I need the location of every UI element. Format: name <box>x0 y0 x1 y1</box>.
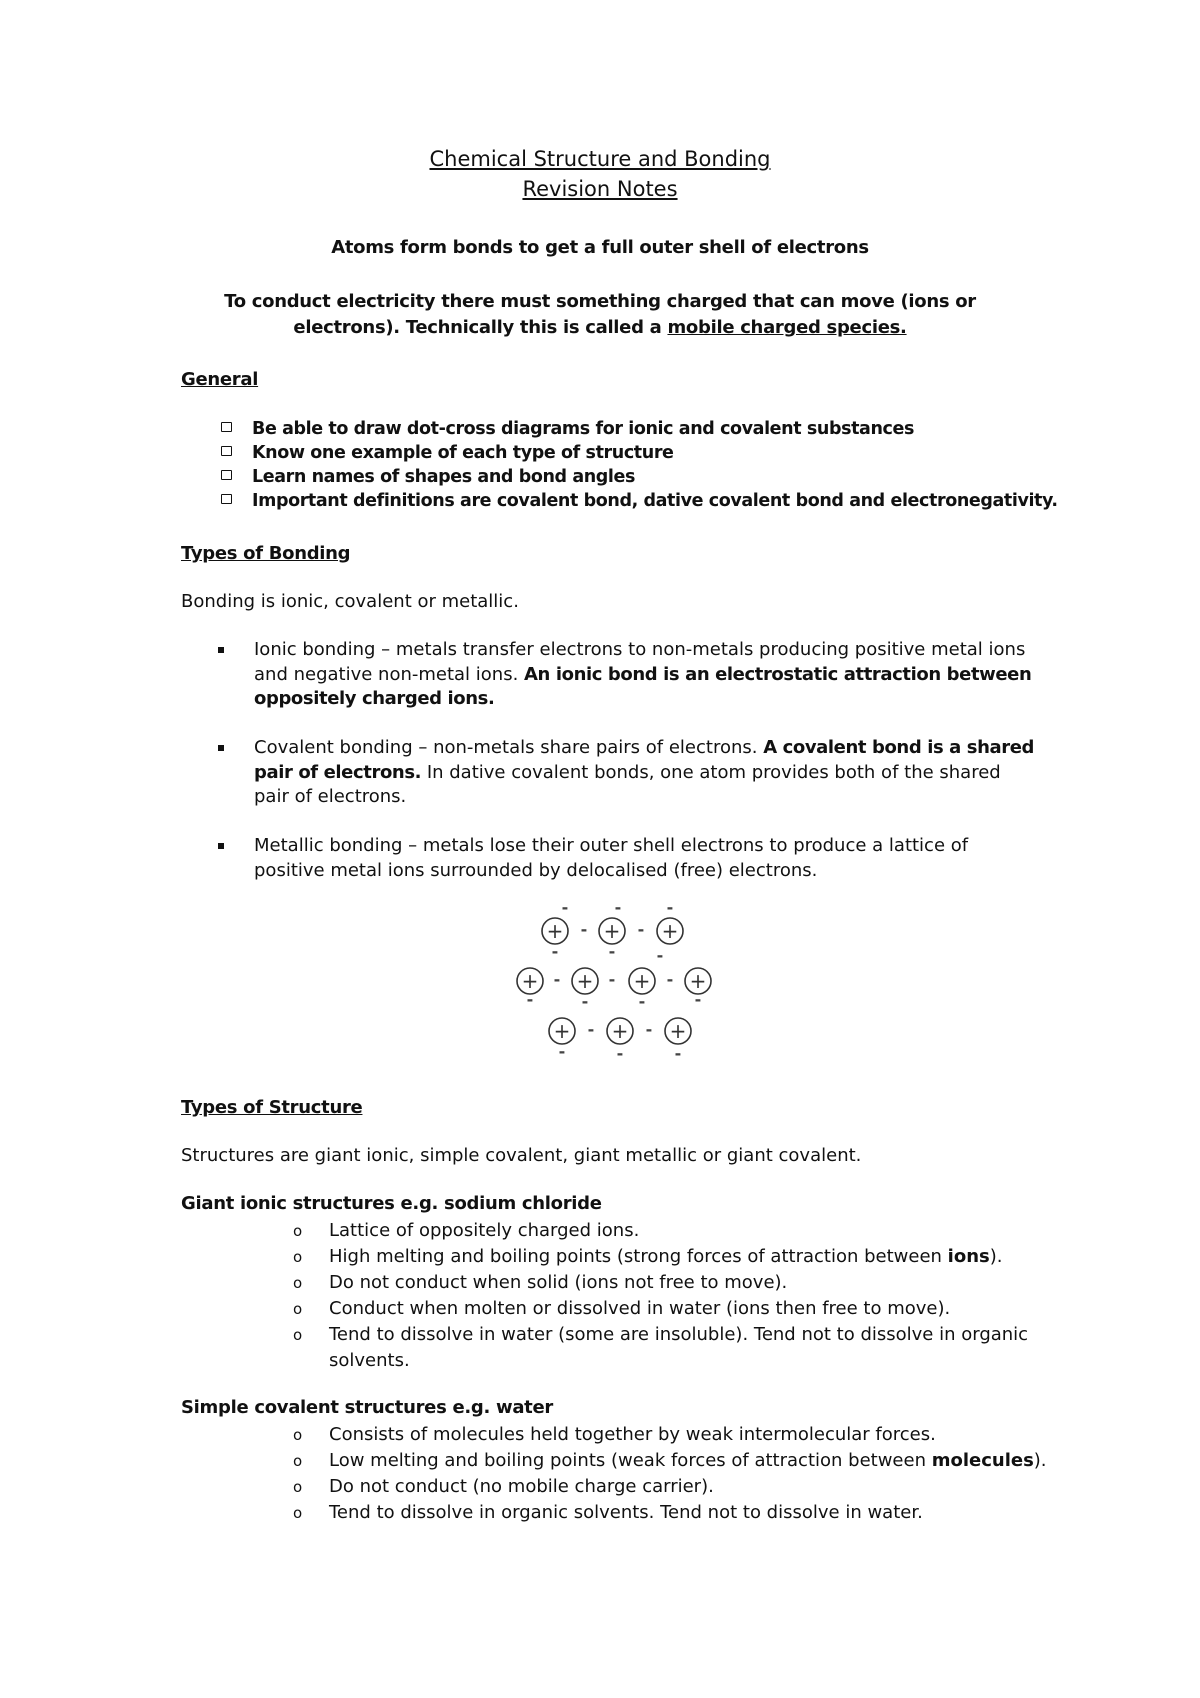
simple-covalent-heading: Simple covalent structures e.g. water <box>181 1397 553 1418</box>
document-title: Chemical Structure and Bonding <box>429 147 771 171</box>
list-item: o Do not conduct when solid (ions not free to move). <box>289 1270 1049 1296</box>
giant-ionic-heading: Giant ionic structures e.g. sodium chloride <box>181 1193 602 1214</box>
list-item: o High melting and boiling points (strong forces of attraction between ions). <box>289 1244 1049 1270</box>
list-item: o Consists of molecules held together by weak intermolecular forces. <box>289 1422 1049 1448</box>
bullet-o-icon: o <box>293 1452 303 1470</box>
positive-ion <box>542 918 568 944</box>
electron: - <box>587 1020 595 1039</box>
bullet-o-icon: o <box>293 1222 303 1240</box>
electron: - <box>558 1042 566 1061</box>
simple-covalent-list <box>289 1422 1049 1526</box>
svg-text:+: + <box>546 919 564 943</box>
electron: - <box>694 990 702 1009</box>
svg-text:+: + <box>521 969 539 993</box>
general-item: Be able to draw dot-cross diagrams for ionic and covalent substances <box>221 419 914 439</box>
list-item: o Lattice of oppositely charged ions. <box>289 1218 1049 1244</box>
general-item: Important definitions are covalent bond, dative covalent bond and electronegativity. <box>221 491 1058 511</box>
list-item: o Do not conduct (no mobile charge carrier). <box>289 1474 1049 1500</box>
electron: - <box>553 970 561 989</box>
document-subtitle: Revision Notes <box>522 177 678 201</box>
general-heading: General <box>181 369 259 390</box>
electron: - <box>666 970 674 989</box>
svg-text:+: + <box>553 1019 571 1043</box>
bullet-o-icon: o <box>293 1274 303 1292</box>
electron: - <box>638 992 646 1011</box>
bullet-icon <box>218 843 224 849</box>
list-item: o Low melting and boiling points (weak forces of attraction between molecules). <box>289 1448 1049 1474</box>
svg-text:+: + <box>611 1019 629 1043</box>
electron: - <box>551 942 559 961</box>
electron: - <box>637 920 645 939</box>
checkbox-square-icon <box>221 494 232 504</box>
intro-conduct-text: electrons). Technically this is called a <box>293 317 668 338</box>
bullet-o-icon: o <box>293 1300 303 1318</box>
positive-ion <box>572 968 598 994</box>
bullet-icon <box>218 745 224 751</box>
bonding-intro: Bonding is ionic, covalent or metallic. <box>181 591 519 612</box>
intro-statement: Atoms form bonds to get a full outer shell of electrons <box>331 237 869 258</box>
positive-ion <box>549 1018 575 1044</box>
electron: - <box>561 905 569 917</box>
electron: - <box>526 990 534 1009</box>
structure-heading: Types of Structure <box>181 1097 363 1118</box>
bullet-o-icon: o <box>293 1248 303 1266</box>
structure-intro: Structures are giant ionic, simple covalent, giant metallic or giant covalent. <box>181 1145 862 1166</box>
electron: - <box>608 970 616 989</box>
svg-text:+: + <box>669 1019 687 1043</box>
list-item: o Tend to dissolve in organic solvents. Tend not to dissolve in water. <box>289 1500 1049 1526</box>
checkbox-square-icon <box>221 446 232 456</box>
electron: - <box>666 905 674 917</box>
bullet-o-icon: o <box>293 1504 303 1522</box>
svg-text:+: + <box>661 919 679 943</box>
svg-text:+: + <box>689 969 707 993</box>
bonding-heading: Types of Bonding <box>181 543 351 564</box>
positive-ion <box>599 918 625 944</box>
list-item: o Conduct when molten or dissolved in water (ions then free to move). <box>289 1296 1049 1322</box>
bullet-icon <box>218 647 224 653</box>
positive-ion <box>629 968 655 994</box>
positive-ion <box>607 1018 633 1044</box>
bullet-o-icon: o <box>293 1326 303 1344</box>
list-item: o Tend to dissolve in water (some are insoluble). Tend not to dissolve in organic solvents. <box>293 1324 1029 1371</box>
giant-ionic-list <box>289 1218 1049 1374</box>
checkbox-square-icon <box>221 422 232 432</box>
svg-text:+: + <box>603 919 621 943</box>
bullet-o-icon: o <box>293 1426 303 1444</box>
positive-ion <box>665 1018 691 1044</box>
electron: - <box>656 946 664 965</box>
bullet-o-icon: o <box>293 1478 303 1496</box>
electron: - <box>580 920 588 939</box>
checkbox-square-icon <box>221 470 232 480</box>
mobile-charged-species: mobile charged species. <box>667 317 907 338</box>
positive-ion <box>657 918 683 944</box>
electron: - <box>608 942 616 961</box>
electron: - <box>674 1044 682 1063</box>
electron: - <box>581 992 589 1011</box>
intro-conduct-line2 <box>0 317 1200 338</box>
electron: - <box>645 1020 653 1039</box>
electron: - <box>616 1044 624 1063</box>
electron: - <box>614 905 622 917</box>
metallic-lattice-diagram <box>500 905 750 1065</box>
intro-conduct-line1: To conduct electricity there must something charged that can move (ions or <box>224 291 976 312</box>
general-item: Learn names of shapes and bond angles <box>221 467 635 487</box>
document-page: Chemical Structure and Bonding Revision Notes Atoms form bonds to get a full outer shell of electrons To conduct electricity there must something charged that can move (ions or electrons). Technically this is called a mobile charged species. General Be able to draw dot-cross diagrams for ionic and covalent substances Know one example of each type of structure Learn names of shapes and bond angles Important definitions are covalent bond, dative covalent bond and electronegativity. Types of Bonding Bonding is ionic, covalent or metallic. Ionic bonding – metals transfer electrons to non-metals producing positive metal ions and negative non-metal ions. An ionic bond is an electrostatic attraction between oppositely charged ions. Covalent bonding – non-metals share pairs of electrons. A covalent bond is a shared pair of electrons. In dative covalent bonds, one atom provides both of the shared pair of electrons. Metallic bonding – metals lose their outer shell electrons to produce a lattice of positive metal ions surrounded by delocalised (free) electrons. + + + + + + + + + + - - - - - - - - - - - - - - - - - - - - Types of Structure Structures are giant ionic, simple covalent, giant metallic or giant covalent. Giant ionic structures e.g. sodium chloride o Lattice of oppositely charged ions. o High melting and boiling points (strong forces of attraction between ions). o Do not conduct when solid (ions not free to move). o Conduct when molten or dissolved in water (ions then free to move). o Tend to dissolve in water (some are insoluble). Tend not to dissolve in organic solvents. Simple covalent structures e.g. water o Consists of molecules held together by weak intermolecular forces. o Low melting and boiling points (weak forces of attraction between molecules). o Do not conduct (no mobile charge carrier). o Tend to dissolve in organic solvents. Tend not to dissolve in water. <box>0 0 1200 1698</box>
general-item: Know one example of each type of structure <box>221 443 674 463</box>
svg-text:+: + <box>576 969 594 993</box>
svg-text:+: + <box>633 969 651 993</box>
